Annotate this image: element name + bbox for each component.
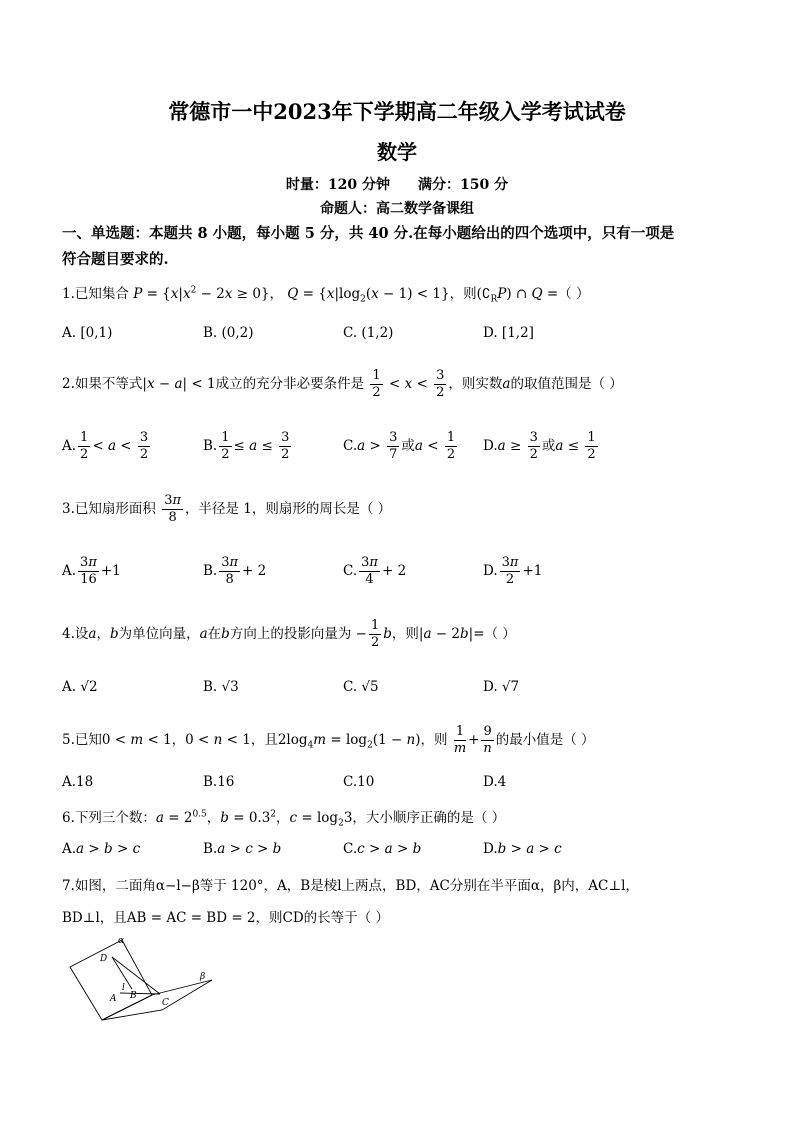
- full-score: 满分：150 分: [418, 177, 509, 193]
- q5-option-a: A.18: [62, 774, 94, 790]
- q2-option-c: C.a > $\frac{3}{7}$ 或a < $\frac{1}{2}$: [343, 430, 456, 462]
- q4-text-d: 在: [207, 626, 222, 642]
- q3-number: 3.: [62, 501, 75, 517]
- label-c: C: [162, 998, 169, 1008]
- q4-text-f: ，则: [391, 626, 419, 642]
- question-1: 1.已知集合 $P = \{x|x^2 - 2x \ge 0\}$， $Q = \{x|\log_2(x - 1) < 1\}$，则$(∁_RP)$ ∩ Q =（ ）: [62, 285, 590, 305]
- q6-option-b: B.a > c > b: [203, 841, 282, 857]
- label-b: B: [130, 991, 137, 1001]
- exam-title: 常德市一中2023年下学期高二年级入学考试试卷: [168, 99, 626, 124]
- segment-cd: [112, 957, 160, 994]
- q5-option-c: C.10: [343, 774, 375, 790]
- q3-option-d: D. $\frac{3\pi}{2}$ +1: [483, 555, 543, 587]
- plane-alpha: [70, 940, 152, 1020]
- q6-option-c: C.c > a > b: [343, 841, 422, 857]
- q1-option-b: B. (0,2): [203, 325, 254, 341]
- q2-option-b: B. $\frac{1}{2}$ ≤ a ≤ $\frac{3}{2}$: [203, 430, 290, 462]
- question-3: 3.已知扇形面积 $\frac{3\pi}{8}$ ，半径是 1，则扇形的周长是（ ）: [62, 493, 392, 525]
- q5-option-b: B.16: [203, 774, 235, 790]
- q5-text-b: ，: [171, 732, 186, 748]
- q1-text-c: ，则: [449, 286, 477, 302]
- exam-info: [0, 174, 794, 194]
- label-a: A: [110, 994, 117, 1004]
- q1-number: 1.: [62, 286, 75, 302]
- q2-text-a: 如果不等式: [74, 376, 143, 392]
- q5-option-d: D.4: [483, 774, 507, 790]
- label-alpha: α: [118, 936, 125, 946]
- label-d: D: [100, 954, 108, 964]
- q1-option-a: A. [0,1): [62, 325, 113, 341]
- question-4: 4.设a，b为单位向量，a在b方向上的投影向量为 − $\frac{1}{2}$ b，则|a − 2b|=（ ）: [62, 618, 516, 650]
- q4-text-e: 方向上的投影向量为: [229, 626, 352, 642]
- q1-text-d: =（ ）: [546, 286, 590, 302]
- question-2: 2.如果不等式|x − a| < 1成立的充分非必要条件是 $\frac{1}{2}$ < x < $\frac{3}{2}$ ，则实数a的取值范围是（ ）: [62, 368, 623, 400]
- q4-option-c: C. √5: [343, 679, 379, 695]
- q4-text-a: 设: [74, 626, 89, 642]
- q4-option-b: B. √3: [203, 679, 239, 695]
- question-5: 5.已知0 < m < 1，0 < n < 1，且$2\log_4m = \log_2(1 - n)$，则 $\frac{1}{m}$ + $\frac{9}{n}$ 的最小值是（ ）: [62, 724, 595, 756]
- q5-text-a: 已知: [74, 732, 102, 748]
- q4-option-a: A. √2: [62, 679, 98, 695]
- q7-text-a: 如图，二面角α−l−β等于 120°，A，B是棱l上两点，BD，AC分别在半平面α，β内，AC⊥l，: [74, 878, 639, 894]
- q2-number: 2.: [62, 376, 75, 392]
- q6-number: 6.: [62, 810, 75, 826]
- q6-option-d: D.b > a > c: [483, 841, 562, 857]
- q3-option-a: A. $\frac{3\pi}{16}$ +1: [62, 555, 121, 587]
- question-7-line2: BD⊥l，且AB = AC = BD = 2，则CD的长等于（ ）: [62, 910, 389, 926]
- q7-number: 7.: [62, 878, 75, 894]
- q2-option-a: A. $\frac{1}{2}$ < a < $\frac{3}{2}$: [62, 430, 149, 462]
- q6-text-a: 下列三个数：: [74, 810, 156, 826]
- q5-text-e: 的最小值是（ ）: [495, 732, 595, 748]
- q2-text-d: 的取值范围是（ ）: [510, 376, 623, 392]
- segment-ac: [120, 993, 160, 994]
- section1-line1: 一、单选题：本题共 8 小题，每小题 5 分，共 40 分.在每小题给出的四个选项中，只有一项是: [62, 225, 675, 242]
- q2-text-b: 成立的充分非必要条件是: [215, 376, 365, 392]
- q5-number: 5.: [62, 732, 75, 748]
- q1-option-c: C. (1,2): [343, 325, 394, 341]
- q2-text-c: ，则实数: [448, 376, 503, 392]
- q2-option-d: D.a ≥ $\frac{3}{2}$ 或a ≤ $\frac{1}{2}$: [483, 430, 596, 462]
- q3-option-c: C. $\frac{3\pi}{4}$ + 2: [343, 555, 407, 587]
- question-6: 6.下列三个数：$a = 2^{0.5}$，$b = 0.3^2$，$c = \log_23$，大小顺序正确的是（ ）: [62, 809, 506, 829]
- q4-text-b: ，: [96, 626, 110, 642]
- plane-beta: [102, 980, 212, 1020]
- label-l: l: [122, 983, 125, 993]
- q1-text-b: ，: [269, 286, 283, 302]
- q6-text-b: ，大小顺序正确的是（ ）: [352, 810, 506, 826]
- dihedral-angle-figure: [62, 936, 232, 1034]
- q3-text-a: 已知扇形面积: [74, 501, 156, 517]
- section1-line2: 符合题目要求的.: [62, 251, 169, 268]
- label-beta: β: [200, 972, 206, 982]
- q4-option-d: D. √7: [483, 679, 520, 695]
- q3-option-b: B. $\frac{3\pi}{8}$ + 2: [203, 555, 267, 587]
- q4-text-c: 为单位向量，: [118, 626, 200, 642]
- exam-author: 命题人：高二数学备课组: [320, 201, 474, 217]
- q5-text-d: ，则: [420, 732, 448, 748]
- q1-option-d: D. [1,2]: [483, 325, 534, 341]
- question-7-line1: [62, 874, 639, 894]
- q4-number: 4.: [62, 626, 75, 642]
- q5-text-c: ，且: [250, 732, 278, 748]
- q3-text-b: ，半径是 1，则扇形的周长是（ ）: [185, 501, 392, 517]
- q1-text-a: 已知集合: [74, 286, 129, 302]
- dihedral-svg: [62, 936, 232, 1030]
- q6-option-a: A.a > b > c: [62, 841, 141, 857]
- time-limit: 时量：120 分钟: [285, 177, 390, 193]
- exam-subject: 数学: [377, 140, 417, 164]
- q4-text-g: =（ ）: [473, 626, 516, 642]
